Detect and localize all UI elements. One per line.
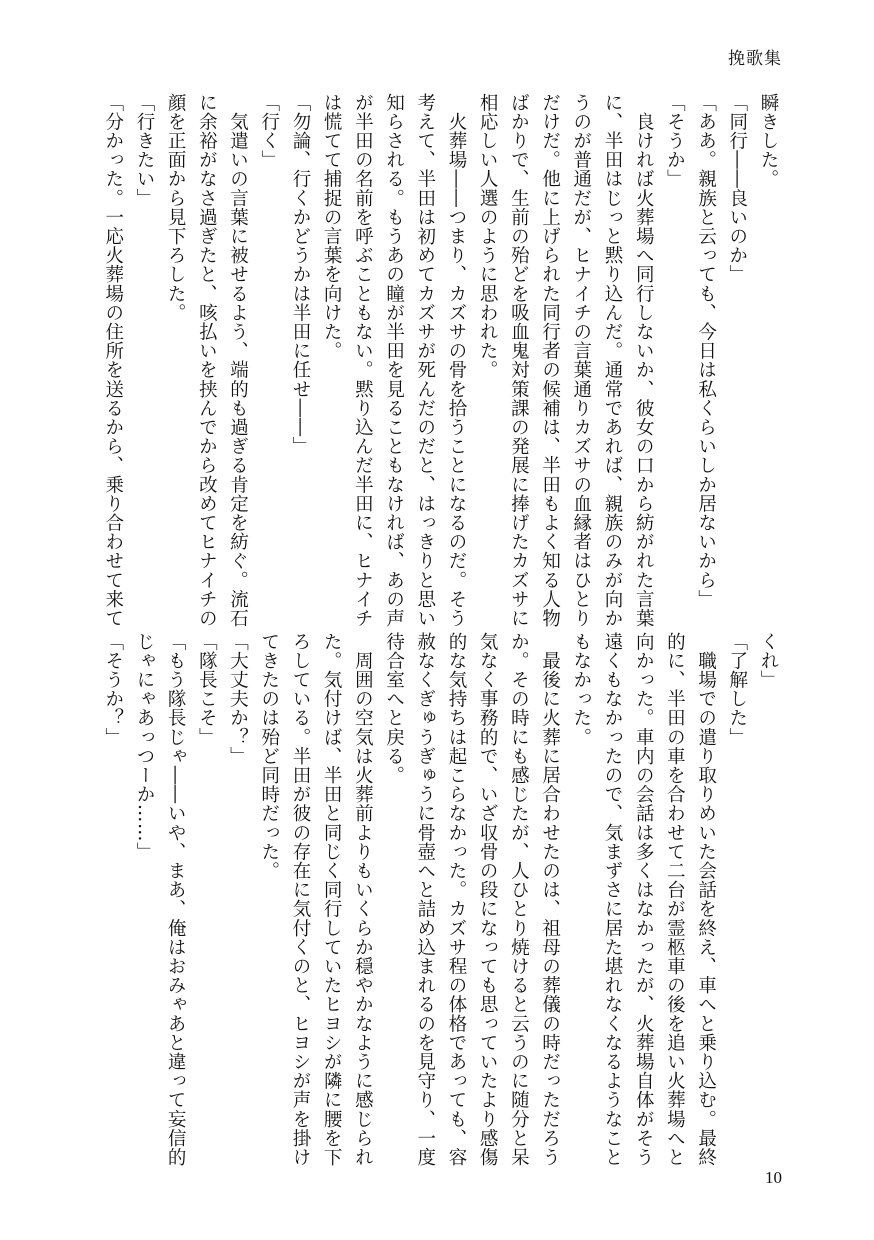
page-number: 10 — [765, 1168, 782, 1187]
text-line: 「そうか」 — [664, 93, 686, 189]
text-line: 遠くもなかったので、気まずさに居た堪れなくなるようなこと — [601, 632, 623, 1167]
text-line: 最後に火葬に居合わせたのは、祖母の葬儀の時だっただろう — [539, 632, 561, 1167]
text-line: 良ければ火葬場へ同行しないか、彼女の口から紡がれた言葉 — [633, 93, 655, 628]
text-line: 相応しい人選のように思われた。 — [477, 93, 499, 380]
text-line: 「大丈夫か？」 — [227, 632, 249, 766]
text-line: 「行く」 — [258, 93, 280, 170]
text-line: 「了解した」 — [726, 632, 748, 747]
text-line: うのが普通だが、ヒナイチの言葉通りカズサの血縁者はひとり — [570, 93, 592, 628]
text-line: 職場での遣り取りめいた会話を終え、車へと乗り込む。最終 — [695, 632, 717, 1167]
text-line: 「行きたい」 — [133, 93, 155, 208]
text-line: 瞬きした。 — [758, 93, 779, 189]
text-line: 「隊長こそ」 — [196, 632, 218, 747]
text-line: 待合室へと戻る。 — [383, 632, 405, 785]
text-line: くれ」 — [758, 632, 779, 690]
text-line: 気遣いの言葉に被せるよう、端的も過ぎる肯定を紡ぐ。流石 — [227, 93, 249, 628]
running-header: 挽歌集 — [728, 49, 782, 69]
text-line: ろしている。半田が彼の存在に気付くのと、ヒヨシが声を掛け — [289, 632, 311, 1167]
text-line: 周囲の空気は火葬前よりもいくらか穏やかなように感じられ — [352, 632, 374, 1167]
text-line: に余裕がなさ過ぎたと、咳払いを挟んでから改めてヒナイチの — [196, 93, 218, 628]
text-line: 「そうか？」 — [102, 632, 124, 747]
text-line: 「もう隊長じゃ――いや、まあ、俺はおみゃあと違って妄信的 — [165, 632, 187, 1167]
text-line: が半田の名前を呼ぶこともない。黙り込んだ半田に、ヒナイチ — [352, 93, 374, 628]
text-line: た。気付けば、半田と同じく同行していたヒヨシが隣に腰を下 — [321, 632, 343, 1167]
text-line: 「勿論、行くかどうかは半田に任せ――」 — [289, 93, 311, 456]
text-line: 向かった。車内の会話は多くはなかったが、火葬場自体がそう — [633, 632, 655, 1167]
text-line: じゃにゃあっつーか……」 — [133, 632, 155, 862]
text-line: 「ああ。親族と云っても、今日は私くらいしか居ないから」 — [695, 93, 717, 609]
text-line: 「同行――良いのか」 — [726, 93, 748, 284]
text-line: 「分かった。一応火葬場の住所を送るから、乗り合わせて来て — [102, 93, 124, 628]
text-line: ばかりで、生前の殆どを吸血鬼対策課の発展に捧げたカズサに — [508, 93, 530, 628]
text-line: 的な気持ちは起こらなかった。カズサ程の体格であっても、容 — [445, 632, 467, 1167]
text-line: は慌てて捕捉の言葉を向けた。 — [321, 93, 343, 361]
text-line: だけだ。他に上げられた同行者の候補は、半田もよく知る人物 — [539, 93, 561, 628]
text-line: もなかった。 — [570, 632, 592, 747]
text-line: てきたのは殆ど同時だった。 — [258, 632, 280, 881]
text-line: に、半田はじっと黙り込んだ。通常であれば、親族のみが向か — [601, 93, 623, 628]
text-line: か。その時にも感じたが、人ひとり焼けると云うのに随分と呆 — [508, 632, 530, 1167]
text-line: 知らされる。もうあの瞳が半田を見ることもなければ、あの声 — [383, 93, 405, 628]
text-line: 考えて、半田は初めてカズサが死んだのだと、はっきりと思い — [414, 93, 436, 628]
text-line: 気なく事務的で、いざ収骨の段になっても思っていたより感傷 — [477, 632, 499, 1167]
text-block-upper — [84, 93, 784, 628]
text-line: 的に、半田の車を合わせて二台が霊柩車の後を追い火葬場へと — [664, 632, 686, 1167]
text-line: 顔を正面から見下ろした。 — [165, 93, 187, 323]
text-line: 赦なくぎゅうぎゅうに骨壺へと詰め込まれるのを見守り、一度 — [414, 632, 436, 1167]
text-line: 火葬場――つまり、カズサの骨を拾うことになるのだ。そう — [445, 93, 467, 628]
text-block-lower — [84, 632, 784, 1167]
